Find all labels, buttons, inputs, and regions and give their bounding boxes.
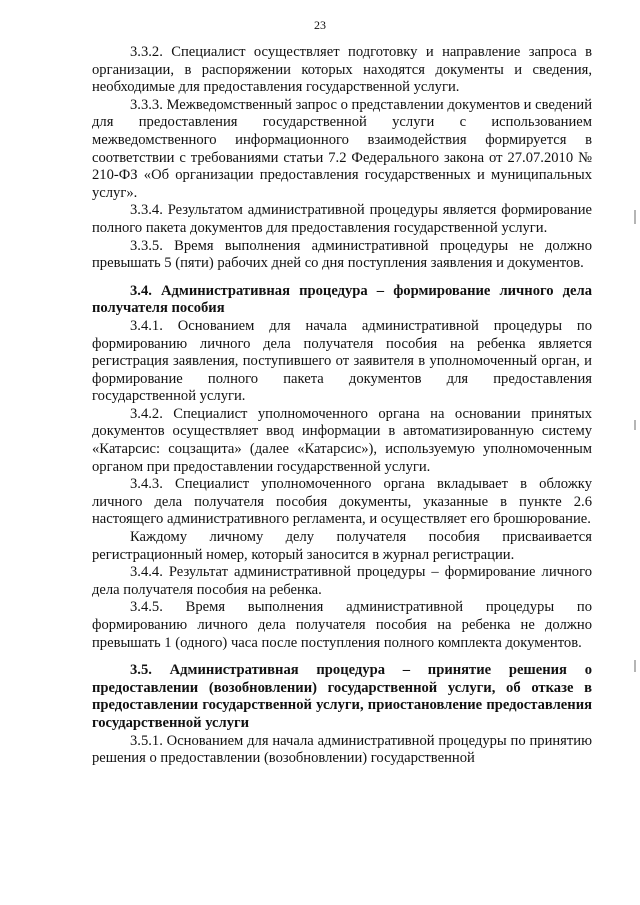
- scan-edge-mark: [634, 660, 636, 672]
- document-body: [92, 44, 592, 768]
- page-number: 23: [314, 18, 326, 32]
- scan-edge-mark: [634, 420, 636, 430]
- paragraph-3-4-2: 3.4.2. Специалист уполномоченного органа на основании принятых документов осуществляет ввод информации в автоматизированную систему «Катарсис: соцзащита» (далее «Катарсис»), используемую уполномоченным органом при предоставлении государственной услуги.: [92, 405, 592, 475]
- paragraph-3-4-1: 3.4.1. Основанием для начала административной процедуры по формированию личного дела получателя пособия на ребенка является регистрация заявления, поступившего от заявителя в уполномоченный орган, и формирование полного пакета документов для предоставления государственной услуги.: [92, 317, 592, 405]
- paragraph-3-3-5: 3.3.5. Время выполнения административной процедуры не должно превышать 5 (пяти) рабочих дней со дня поступления заявления и документов.: [92, 237, 592, 272]
- paragraph-3-4-4: 3.4.4. Результат административной процедуры – формирование личного дела получателя пособия на ребенка.: [92, 564, 592, 598]
- scan-edge-mark: [634, 210, 636, 224]
- paragraph-3-3-3: 3.3.3. Межведомственный запрос о представлении документов и сведений для предоставления государственной услуги с использованием межведомственного информационного взаимодействия формируется в соответствии с требованиями статьи 7.2 Федерального закона от 27.07.2010 № 210-ФЗ «Об организации предоставления государственных и муниципальных услуг».: [92, 96, 592, 201]
- paragraph-3-5-1: 3.5.1. Основанием для начала административной процедуры по принятию решения о предоставлении (возобновлении) государственной: [92, 732, 592, 767]
- paragraph-3-4-5: 3.4.5. Время выполнения административной процедуры по формированию личного дела получателя пособия на ребенка не должно превышать 1 (одного) часа после поступления полного комплекта документов.: [92, 599, 592, 651]
- section-heading-3-5: 3.5. Административная процедура – принятие решения о предоставлении (возобновлении) государственной услуги, об отказе в предоставлении государственной услуги, приостановление предоставления государственной услуги: [92, 662, 592, 731]
- paragraph-registration-number: Каждому личному делу получателя пособия присваивается регистрационный номер, который заносится в журнал регистрации.: [92, 529, 592, 563]
- section-heading-3-4: 3.4. Административная процедура – формирование личного дела получателя пособия: [92, 282, 592, 317]
- paragraph-3-3-4: 3.3.4. Результатом административной процедуры является формирование полного пакета документов для предоставления государственной услуги.: [92, 202, 592, 236]
- paragraph-3-4-3: 3.4.3. Специалист уполномоченного органа вкладывает в обложку личного дела получателя пособия документы, указанные в пункте 2.6 настоящего административного регламента, и осуществляет его брошюрование.: [92, 476, 592, 528]
- paragraph-3-3-2: 3.3.2. Специалист осуществляет подготовку и направление запроса в организации, в распоряжении которых находятся документы и сведения, необходимые для предоставления государственной услуги.: [92, 44, 592, 96]
